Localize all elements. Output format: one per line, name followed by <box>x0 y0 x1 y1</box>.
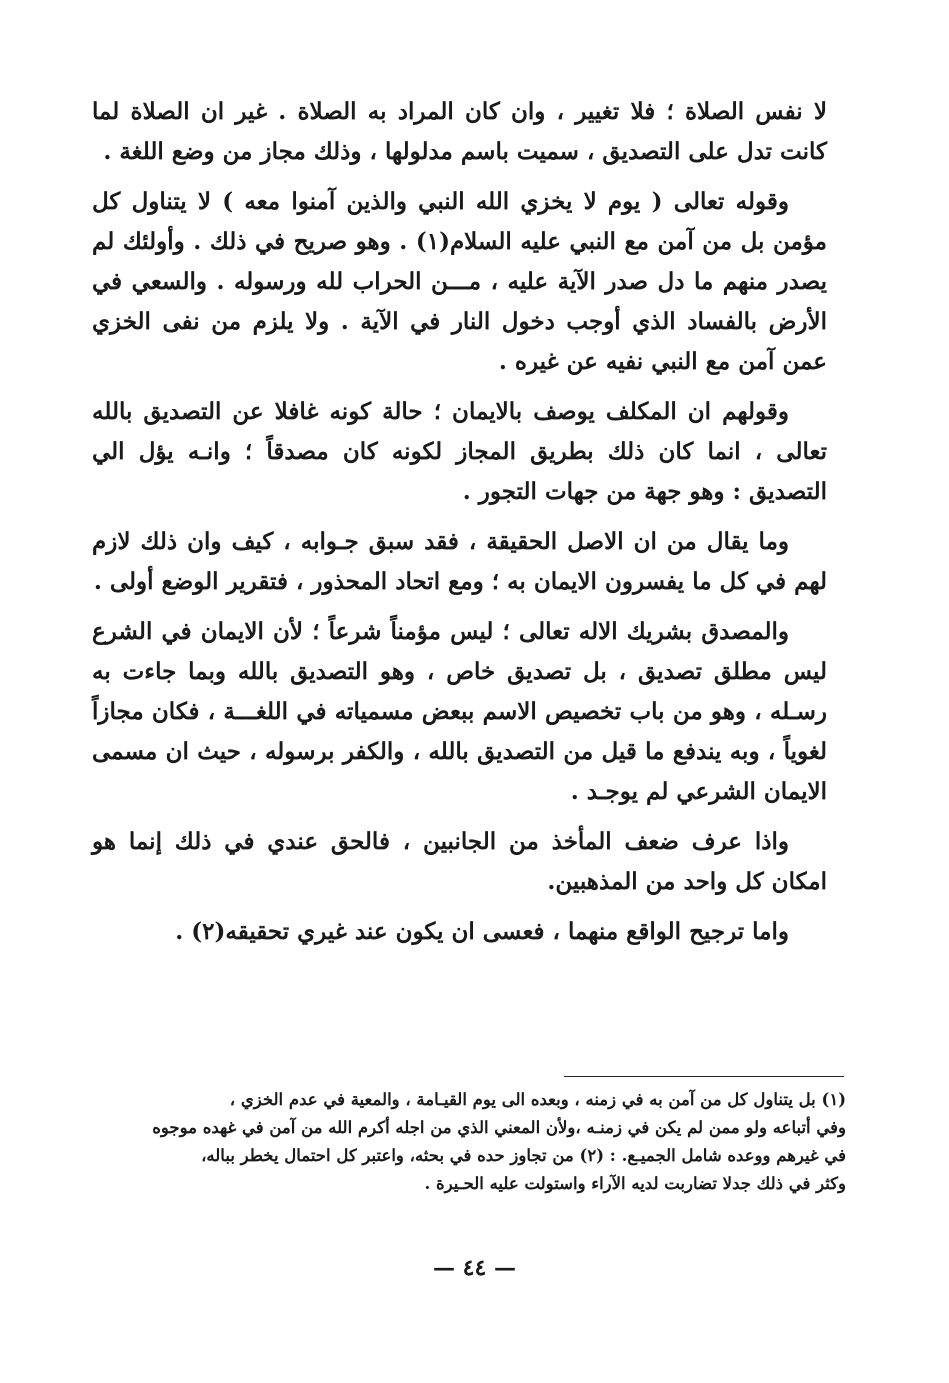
footnote-line: وكثر في ذلك جدلا تضاربت لديه الآراء واستولت عليه الحـيرة . <box>424 1174 846 1193</box>
paragraph-conclusion: واذا عرف ضعف المأخذ من الجانبين ، فالحق عندي في ذلك إنما هو امكان كل واحد من المذهبين. <box>92 828 827 895</box>
footnote-line: (١) بل يتناول كل من آمن به في زمنه ، وبعده الى يوم القيـامة ، والمعية في عدم الخزي ، <box>229 1090 846 1109</box>
page-number: — ٤٤ — <box>433 1255 516 1281</box>
footnotes <box>96 1086 846 1198</box>
footnote-line: في غيرهم ووعده شامل الجميـع. : (٢) من تجاوز حده في بحثه، واعتبر كل احتمال يخطر بباله، <box>201 1146 846 1165</box>
paragraph-verse-commentary: وقوله تعالى ( يوم لا يخزي الله النبي والذين آمنوا معه ) لا يتناول كل مؤمن بل من آمن مع النبي عليه السلام(١) . وهو صريح في ذلك . وأولئك لم يصدر منهم ما دل صدر الآية عليه ، مـــن الحراب لله ورسوله . والسعي في الأرض بالفساد الذي أوجب دخول النار في الآية . ولا يلزم من نفى الخزي عمن آمن مع النبي نفيه عن غيره . <box>92 188 827 375</box>
main-text <box>92 92 827 952</box>
footnote-separator <box>564 1076 844 1077</box>
paragraph-tarjih: واما ترجيح الواقع منهما ، فعسى ان يكون عند غيري تحقيقه(٢) . <box>175 918 789 945</box>
paragraph-asl-haqiqa: وما يقال من ان الاصل الحقيقة ، فقد سبق جـوابه ، كيف وان ذلك لازم لهم في كل ما يفسرون الايمان به ؛ ومع اتحاد المحذور ، فتقرير الوضع أولى . <box>92 528 827 595</box>
paragraph-mukallaf: وقولهم ان المكلف يوصف بالايمان ؛ حالة كونه غافلا عن التصديق بالله تعالى ، انما كان ذلك بطريق المجاز لكونه كان مصدقاً ؛ وانـه يؤل الي التصديق : وهو جهة من جهات التجور . <box>92 398 827 505</box>
footnote-line: وفي أتباعه ولو ممن لم يكن في زمنـه ،ولأن المعني الذي من اجله أكرم الله من آمن في غهده موجوه <box>152 1118 846 1137</box>
paragraph-continuation: لا نفس الصلاة ؛ فلا تغيير ، وان كان المراد به الصلاة . غير ان الصلاة لما كانت تدل على التصديق ، سميت باسم مدلولها ، وذلك مجاز من وضع اللغة . <box>92 98 827 165</box>
paragraph-musaddiq: والمصدق بشريك الاله تعالى ؛ ليس مؤمناً شرعاً ؛ لأن الايمان في الشرع ليس مطلق تصديق ، بل تصديق خاص ، وهو التصديق بالله وبما جاءت به رسـله ، وهو من باب تخصيص الاسم ببعض مسمياته في اللغـــة ، فكان مجازاً لغوياً ، وبه يندفع ما قيل من التصديق بالله ، والكفر برسوله ، حيث ان مسمى الايمان الشرعي لم يوجـد . <box>92 618 827 805</box>
